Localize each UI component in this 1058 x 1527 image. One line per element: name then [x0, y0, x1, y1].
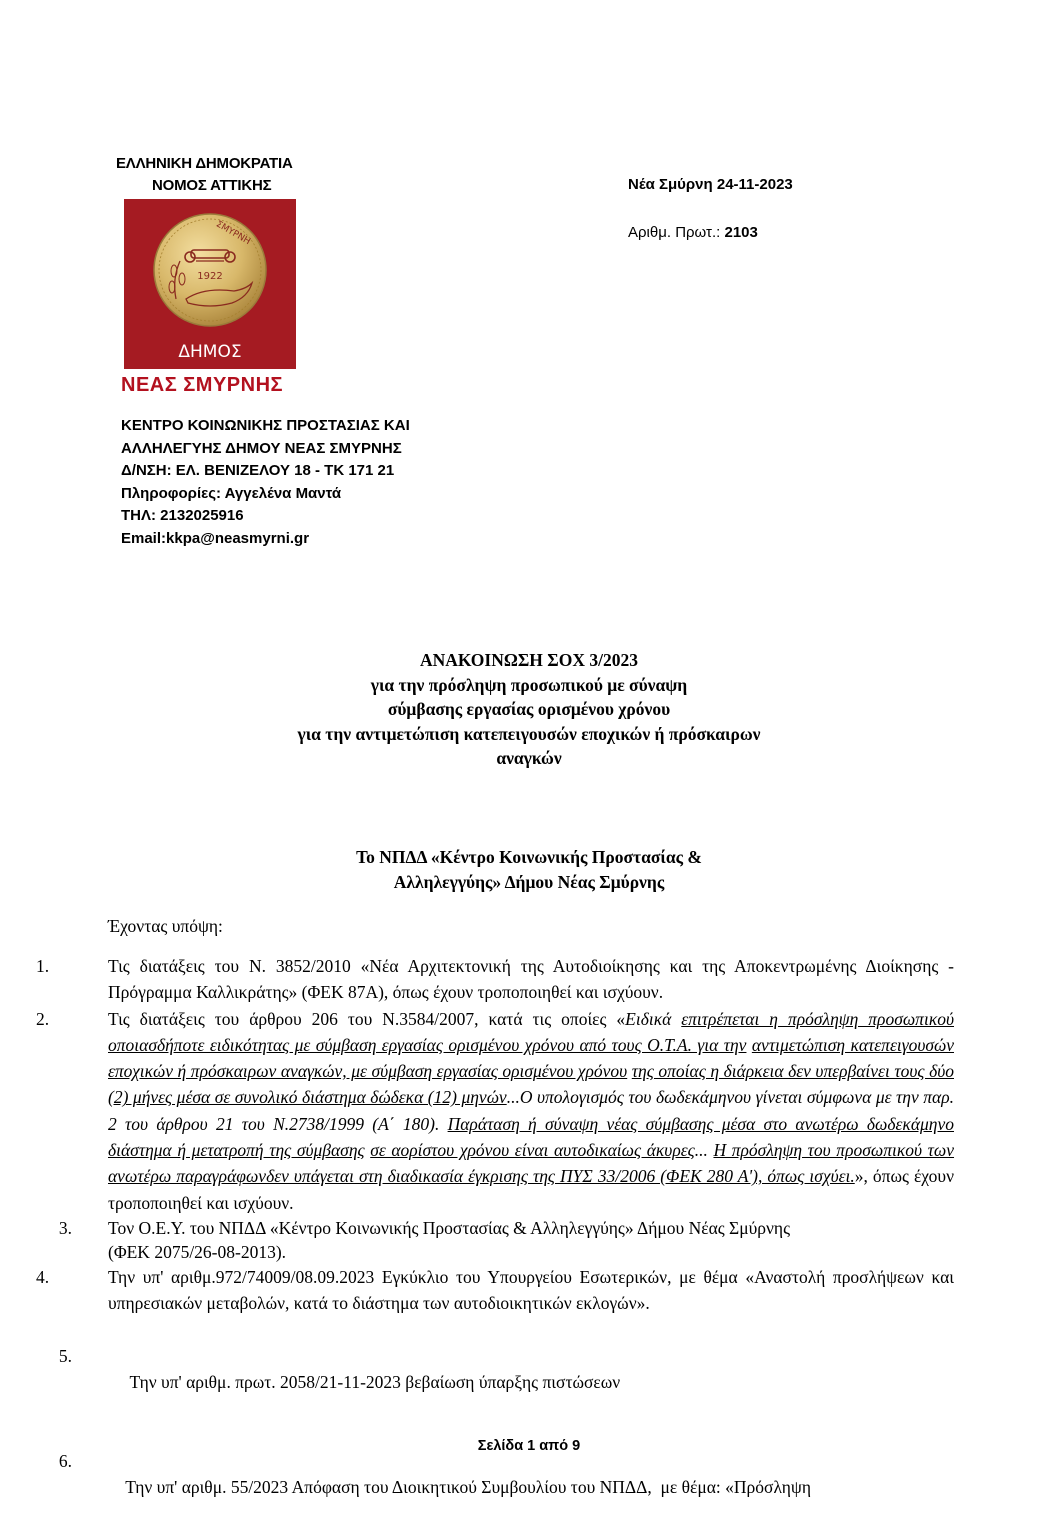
list-number: 1. [36, 956, 50, 976]
segment: Η πρόσληψη του προσωπικού των ανωτέρω παραγράφωνδεν υπάγεται στη διαδικασία έγκρισης της ΠΥΣ 33/2006 (ΦΕΚ 280 Α'), όπως ισχύει. [108, 1140, 955, 1187]
seal-year: 1922 [197, 271, 223, 282]
segment: αντιμετώπιση κατεπειγουσών εποχικών ή πρόσκαιρων αναγκών, με σύμβαση εργασίας ορισμένου χρόνου [108, 1034, 954, 1082]
protocol-label: Αριθμ. Πρωτ.: [628, 224, 725, 241]
protocol-value: 2103 [724, 224, 758, 241]
org-name-line-1: ΚΕΝΤΡΟ ΚΟΙΝΩΝΙΚΗΣ ΠΡΟΣΤΑΣΙΑΣ ΚΑΙ [121, 417, 410, 434]
prefecture-heading: ΝΟΜΟΣ ΑΤΤΙΚΗΣ [152, 177, 272, 194]
list-item-1 [36, 953, 954, 1006]
segment: Παράταση ή σύναψη νέας σύμβασης μέσα στο ανωτέρω δωδεκάμηνο διάστημα ή μετατροπή της σύμβασης [108, 1113, 954, 1161]
list-item-line: (ΦΕΚ 2075/26-08-2013). [108, 1241, 287, 1262]
segment: ...Ο υπολογισμός του δωδεκάμηνου γίνεται σύμφωνα με την παρ. 2 του άρθρου 21 του Ν.2738/1999 (Α΄ 180). [108, 1087, 955, 1134]
list-number: 2. [36, 1008, 50, 1029]
announcement-subtitle-4: αναγκών [496, 748, 562, 768]
list-item-5 [58, 1317, 954, 1422]
org-name-line-2: ΑΛΛΗΛΕΓΥΗΣ ΔΗΜΟΥ ΝΕΑΣ ΣΜΥΡΝΗΣ [121, 439, 402, 457]
considerations-intro: Έχοντας υπόψη: [108, 916, 223, 936]
list-number: 5. [58, 1345, 72, 1366]
announcement-subtitle-1: για την πρόσληψη προσωπικού με σύναψη [370, 674, 688, 695]
list-item-2 [36, 1006, 955, 1216]
announcement-title-block [0, 648, 1058, 771]
org-address: Δ/ΝΣΗ: ΕΛ. ΒΕΝΙΖΕΛΟΥ 18 - ΤΚ 171 21 [121, 462, 395, 479]
protocol-number [628, 224, 758, 241]
announcement-subtitle-3: για την αντιμετώπιση κατεπειγουσών εποχικών ή πρόσκαιρων [297, 723, 761, 744]
segment: Ειδικά [625, 1008, 682, 1029]
segment: επιτρέπεται η πρόσληψη προσωπικού οποιασδήποτε ειδικότητας με σύμβαση εργασίας ορισμένου χρόνου από τους Ο.Τ.Α. για την [108, 1008, 954, 1055]
logo-city-name: ΝΕΑΣ ΣΜΥΡΝΗΣ [121, 374, 284, 396]
republic-heading: ΕΛΛΗΝΙΚΗ ΔΗΜΟΚΡΑΤΙΑ [116, 155, 293, 172]
list-item-text: Τις διατάξεις του Ν. 3852/2010 «Νέα Αρχιτεκτονική της Αυτοδιοίκησης και της Αποκεντρωμένης Διοίκησης - Πρόγραμμα Καλλικράτης» (ΦΕΚ 87Α), όπως έχουν τροποποιηθεί και ισχύουν. [108, 956, 954, 1003]
segment: ... [694, 1140, 714, 1161]
org-email[interactable]: Email:kkpa@neasmyrni.gr [121, 529, 310, 547]
list-number: 4. [36, 1266, 50, 1287]
segment: Τις διατάξεις του άρθρου 206 του Ν.3584/2007, κατά τις οποίες « [108, 1008, 626, 1029]
place-date: Νέα Σμύρνη 24-11-2023 [628, 176, 793, 193]
list-item-text: Την υπ' αριθμ.972/74009/08.09.2023 Εγκύκλιο του Υπουργείου Εσωτερικών, με θέμα «Αναστολή προσλήψεων και υπηρεσιακών μεταβολών, κατά το διάστημα των αυτοδιοικητικών εκλογών». [108, 1266, 954, 1314]
segment: της οποίας η διάρκεια δεν υπερβαίνει τους δύο (2) μήνες μέσα σε συνολικό διάστημα δώδεκα (12) μηνών [108, 1061, 954, 1108]
issuer-block [0, 845, 1058, 894]
municipality-logo [124, 199, 296, 369]
segment: », όπως έχουν τροποποιηθεί και ισχύουν. [108, 1166, 955, 1213]
issuer-line-2: Αλληλεγγύης» Δήμου Νέας Σμύρνης [393, 871, 665, 892]
list-number: 3. [58, 1217, 72, 1238]
list-number: 6. [58, 1451, 72, 1472]
org-phone: ΤΗΛ: 2132025916 [121, 507, 244, 524]
organization-contact-block [121, 415, 410, 550]
segment: σε αορίστου χρόνου είναι αυτοδικαίως άκυρες [370, 1140, 695, 1161]
issuer-line-1: Το ΝΠΔΔ «Κέντρο Κοινωνικής Προστασίας & [356, 847, 702, 867]
list-item-text: Την υπ' αριθμ. 55/2023 Απόφαση του Διοικητικού Συμβουλίου του ΝΠΔΔ, με θέμα: «Πρόσληψη [125, 1477, 812, 1498]
list-item-text: Την υπ' αριθμ. πρωτ. 2058/21-11-2023 βεβαίωση ύπαρξης πιστώσεων [125, 1372, 621, 1393]
page-number: Σελίδα 1 από 9 [477, 1438, 581, 1454]
announcement-subtitle-2: σύμβασης εργασίας ορισμένου χρόνου [387, 699, 671, 719]
announcement-title: ΑΝΑΚΟΙΝΩΣΗ ΣΟΧ 3/2023 [420, 650, 638, 670]
list-item-3 [58, 1216, 954, 1264]
list-item-line: Τον Ο.Ε.Υ. του ΝΠΔΔ «Κέντρο Κοινωνικής Προστασίας & Αλληλεγγύης» Δήμου Νέας Σμύρνης [108, 1217, 790, 1238]
list-item-4 [36, 1264, 954, 1317]
seal-text: ΣΜΥΡΝΗ [214, 219, 252, 248]
municipality-seal-icon [124, 199, 296, 369]
org-contact-person: Πληροφορίες: Αγγελένα Μαντά [121, 484, 342, 502]
logo-label: ΔΗΜΟΣ [178, 342, 242, 362]
